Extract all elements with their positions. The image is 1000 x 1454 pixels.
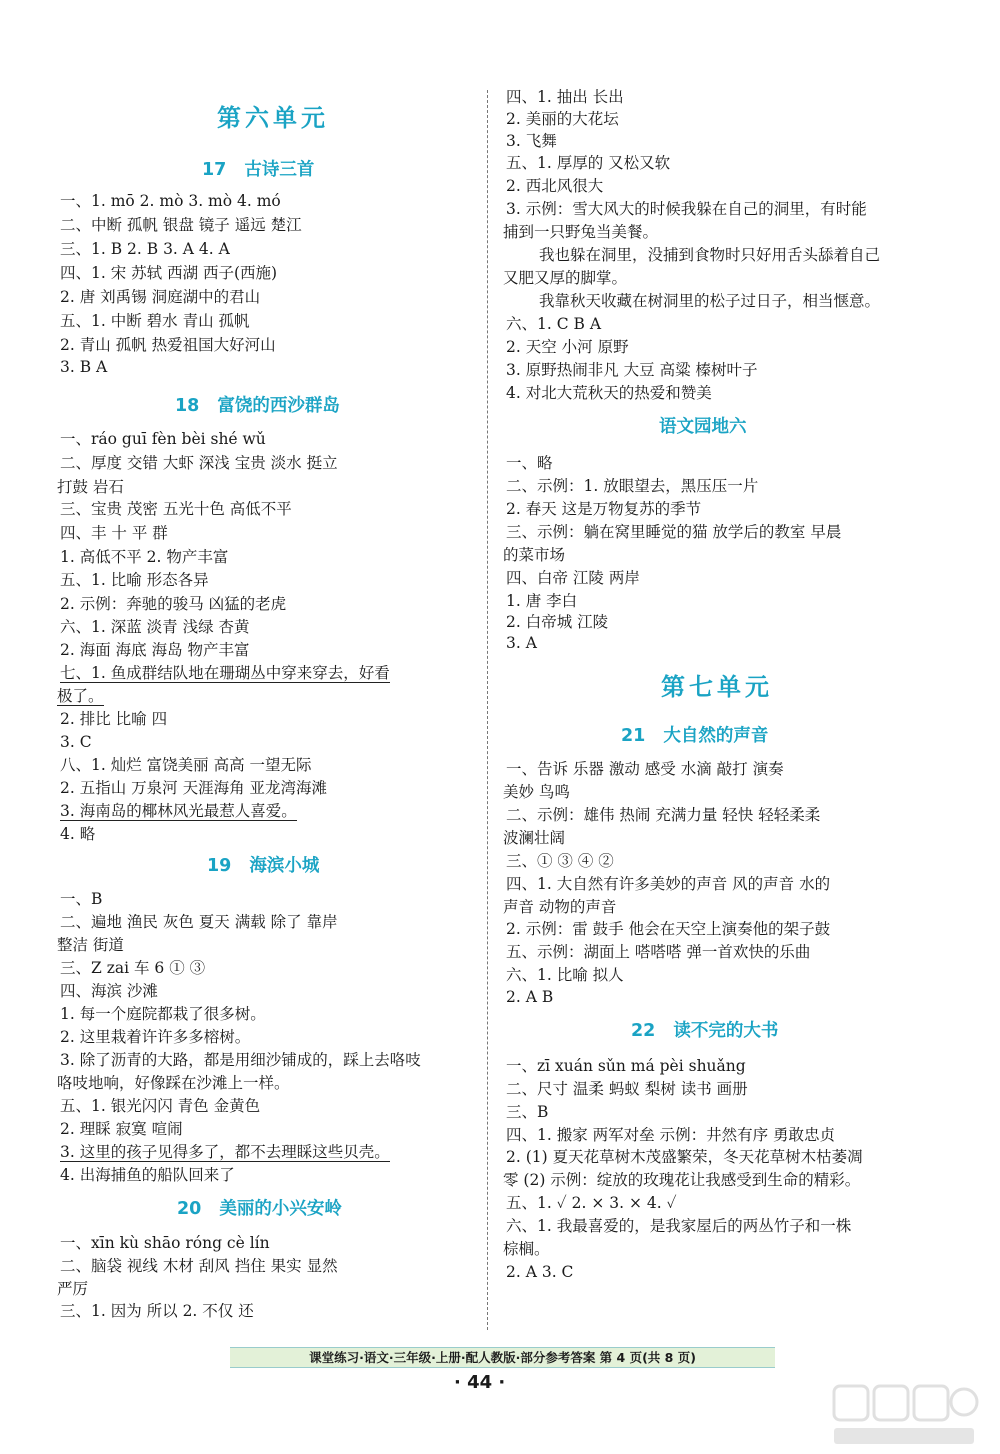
lesson-19-title <box>207 852 319 877</box>
answer-line: 2. 示例：奔驰的骏马 凶猛的老虎 <box>60 595 287 613</box>
answer-line: 六、1. 我最喜爱的，是我家屋后的两丛竹子和一株 <box>506 1217 852 1235</box>
column-divider <box>487 90 488 1330</box>
answer-line: 的菜市场 <box>503 546 566 564</box>
lesson-number: 20 <box>177 1199 202 1219</box>
lesson-18-title <box>175 392 340 417</box>
answer-line: 2. 示例：雷 鼓手 他会在天空上演奏他的架子鼓 <box>506 920 831 938</box>
answer-line: 一、xīn kù shāo róng cè lín <box>60 1234 270 1252</box>
answer-line: 我也躲在洞里，没捕到食物时只好用舌头舔着自己 <box>539 246 881 264</box>
answer-line: 四、丰 十 平 群 <box>60 524 168 542</box>
underlined-sentence: 极了。 <box>57 687 104 705</box>
underlined-sentence: 3. 海南岛的椰林风光最惹人喜爱。 <box>60 802 297 820</box>
answer-line: 1. 高低不平 2. 物产丰富 <box>60 548 229 566</box>
answer-line: 一、告诉 乐器 激动 感受 水滴 敲打 演奏 <box>506 760 784 778</box>
answer-line: 3. 原野热闹非凡 大豆 高粱 榛树叶子 <box>506 361 758 379</box>
lesson-number: 22 <box>631 1021 656 1041</box>
answer-line: 五、1. 比喻 形态各异 <box>60 571 209 589</box>
lesson-name: 读不完的大书 <box>673 1021 779 1041</box>
answer-line: 四、1. 抽出 长出 <box>506 88 624 106</box>
page-number: · 44 · <box>454 1372 506 1393</box>
page-footer-banner: 课堂练习·语文·三年级·上册·配人教版·部分参考答案 第 4 页(共 8 页) <box>230 1347 775 1368</box>
lesson-name: 富饶的西沙群岛 <box>217 396 340 416</box>
answer-line: 四、海滨 沙滩 <box>60 982 158 1000</box>
answer-line: 一、ráo guī fèn bèi shé wǔ <box>60 430 266 448</box>
answer-line: 我靠秋天收藏在树洞里的松子过日子，相当惬意。 <box>539 292 881 310</box>
answer-line: 2. 海面 海底 海岛 物产丰富 <box>60 641 250 659</box>
answer-line: 三、① ③ ④ ② <box>506 852 614 870</box>
answer-line: 五、1. ✓ 2. × 3. × 4. ✓ <box>506 1194 677 1212</box>
answer-line: 二、示例：雄伟 热闹 充满力量 轻快 轻轻柔柔 <box>506 806 821 824</box>
lesson-number: 17 <box>202 160 227 180</box>
answer-line: 声音 动物的声音 <box>503 898 617 916</box>
garden-6-title: 语文园地六 <box>659 417 747 437</box>
answer-line: 四、1. 搬家 两军对垒 示例：井然有序 勇敢忠贞 <box>506 1126 835 1144</box>
answer-line: 2. 春天 这是万物复苏的季节 <box>506 500 702 518</box>
answer-line: 一、zī xuán sǔn má pèi shuǎng <box>506 1057 746 1075</box>
answer-line: 3. B A <box>60 358 108 376</box>
answer-line: 2. A 3. C <box>506 1263 574 1281</box>
answer-line: 3. 示例：雪大风大的时候我躲在自己的洞里，有时能 <box>506 200 867 218</box>
unit-6-title: 第六单元 <box>217 104 329 132</box>
answer-line: 2. 唐 刘禹锡 洞庭湖中的君山 <box>60 288 261 306</box>
answer-line: 严厉 <box>57 1280 89 1298</box>
answer-line-underlined <box>57 685 104 707</box>
answer-line: 1. 每一个庭院都栽了很多树。 <box>60 1005 266 1023</box>
answer-line: 三、1. 因为 所以 2. 不仅 还 <box>60 1302 254 1320</box>
answer-line: 四、白帝 江陵 两岸 <box>506 569 640 587</box>
answer-line: 4. 略 <box>60 825 96 843</box>
answer-line: 2. 天空 小河 原野 <box>506 338 629 356</box>
answer-line: 4. 对北大荒秋天的热爱和赞美 <box>506 384 712 402</box>
answer-line: 二、厚度 交错 大虾 深浅 宝贵 淡水 挺立 <box>60 454 338 472</box>
answer-line: 2. 白帝城 江陵 <box>506 613 609 631</box>
answer-line: 2. (1) 夏天花草树木茂盛繁荣，冬天花草树木枯萎凋 <box>506 1148 863 1166</box>
answer-line: 二、尺寸 温柔 蚂蚁 梨树 读书 画册 <box>506 1080 748 1098</box>
answer-line: 六、1. C B A <box>506 315 602 333</box>
answer-line: 一、1. mō 2. mò 3. mò 4. mó <box>60 192 281 210</box>
answer-line: 八、1. 灿烂 富饶美丽 高高 一望无际 <box>60 756 312 774</box>
underlined-sentence: 3. 这里的孩子见得多了，都不去理睬这些贝壳。 <box>60 1143 390 1161</box>
answer-line: 一、略 <box>506 454 553 472</box>
underlined-sentence: 七、1. 鱼成群结队地在珊瑚丛中穿来穿去，好看 <box>60 664 390 682</box>
answer-line: 三、宝贵 茂密 五光十色 高低不平 <box>60 500 292 518</box>
answer-line: 2. 西北风很大 <box>506 177 604 195</box>
lesson-22-title <box>631 1017 778 1042</box>
lesson-name: 海滨小城 <box>249 856 320 876</box>
answer-line: 3. A <box>506 634 537 652</box>
answer-line: 五、1. 厚厚的 又松又软 <box>506 154 671 172</box>
lesson-number: 21 <box>621 726 646 746</box>
answer-line: 四、1. 宋 苏轼 西湖 西子(西施) <box>60 264 278 282</box>
answer-line: 2. 五指山 万泉河 天涯海角 亚龙湾海滩 <box>60 779 327 797</box>
lesson-name: 美丽的小兴安岭 <box>219 1199 342 1219</box>
answer-line: 整洁 街道 <box>57 936 124 954</box>
lesson-20-title <box>177 1195 342 1220</box>
answer-line: 一、B <box>60 890 103 908</box>
answer-line: 六、1. 深蓝 淡青 浅绿 杏黄 <box>60 618 250 636</box>
answer-line: 五、1. 中断 碧水 青山 孤帆 <box>60 312 250 330</box>
answer-line-underlined <box>60 1141 390 1163</box>
watermark-logo-icon <box>830 1380 980 1450</box>
lesson-17-title <box>202 156 314 181</box>
answer-line: 3. C <box>60 733 92 751</box>
answer-line: 三、示例：躺在窝里睡觉的猫 放学后的教室 早晨 <box>506 523 842 541</box>
lesson-name: 大自然的声音 <box>663 726 769 746</box>
answer-line-underlined <box>60 800 297 822</box>
lesson-21-title <box>621 722 768 747</box>
answer-line: 3. 除了沥青的大路，都是用细沙铺成的，踩上去咯吱 <box>60 1051 421 1069</box>
answer-line: 2. A B <box>506 988 554 1006</box>
answer-line: 2. 排比 比喻 四 <box>60 710 168 728</box>
answer-line: 五、1. 银光闪闪 青色 金黄色 <box>60 1097 261 1115</box>
answer-line: 又肥又厚的脚掌。 <box>503 269 628 287</box>
answer-line: 二、遍地 渔民 灰色 夏天 满载 除了 靠岸 <box>60 913 338 931</box>
answer-line: 打鼓 岩石 <box>57 478 124 496</box>
answer-line: 1. 唐 李白 <box>506 592 578 610</box>
unit-7-title: 第七单元 <box>661 673 773 701</box>
answer-line: 2. 青山 孤帆 热爱祖国大好河山 <box>60 336 276 354</box>
answer-line: 2. 这里栽着许许多多榕树。 <box>60 1028 251 1046</box>
answer-line: 2. 理睬 寂寞 喧闹 <box>60 1120 183 1138</box>
answer-line: 棕榈。 <box>503 1240 550 1258</box>
lesson-number: 19 <box>207 856 232 876</box>
answer-line: 三、B <box>506 1103 549 1121</box>
answer-line: 五、示例：湖面上 嗒嗒嗒 弹一首欢快的乐曲 <box>506 943 811 961</box>
answer-line: 二、示例：1. 放眼望去，黑压压一片 <box>506 477 759 495</box>
answer-line: 二、脑袋 视线 木材 刮风 挡住 果实 显然 <box>60 1257 338 1275</box>
answer-line: 零 (2) 示例：绽放的玫瑰花让我感受到生命的精彩。 <box>503 1171 861 1189</box>
lesson-number: 18 <box>175 396 200 416</box>
answer-line-underlined <box>60 662 390 684</box>
answer-line: 三、1. B 2. B 3. A 4. A <box>60 240 230 258</box>
answer-line: 六、1. 比喻 拟人 <box>506 966 624 984</box>
answer-line: 咯吱地响，好像踩在沙滩上一样。 <box>57 1074 290 1092</box>
answer-line: 波澜壮阔 <box>503 829 566 847</box>
answer-line: 二、中断 孤帆 银盘 镜子 遥远 楚江 <box>60 216 302 234</box>
answer-line: 美妙 鸟鸣 <box>503 783 570 801</box>
answer-line: 四、1. 大自然有许多美妙的声音 风的声音 水的 <box>506 875 831 893</box>
answer-line: 2. 美丽的大花坛 <box>506 110 619 128</box>
answer-line: 三、Z zai 车 6 ① ③ <box>60 959 206 977</box>
answer-line: 4. 出海捕鱼的船队回来了 <box>60 1166 235 1184</box>
answer-line: 捕到一只野兔当美餐。 <box>503 223 659 241</box>
answer-line: 3. 飞舞 <box>506 132 557 150</box>
lesson-name: 古诗三首 <box>244 160 315 180</box>
